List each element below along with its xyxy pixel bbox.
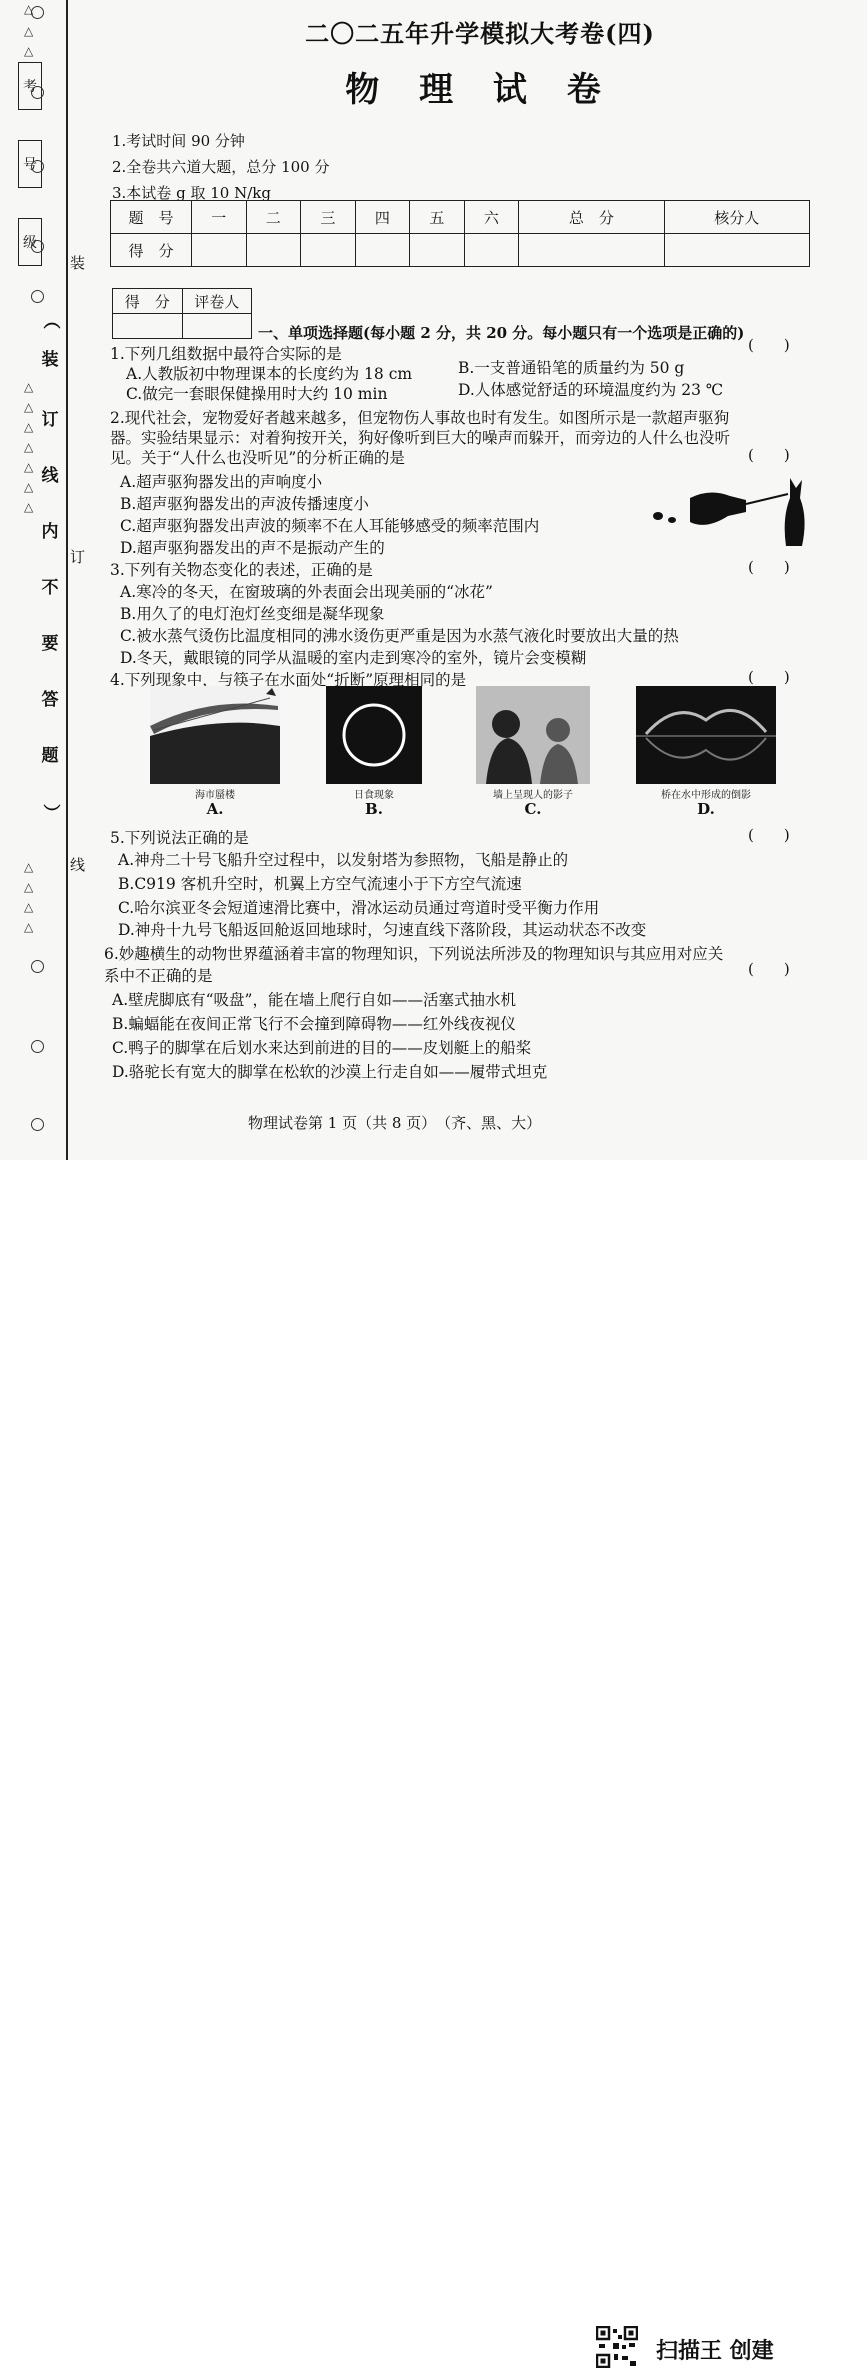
- triangle-mark: △: [24, 2, 34, 16]
- binding-char: 装: [41, 350, 59, 370]
- solar-eclipse-image: [326, 686, 422, 784]
- option-a: A.人教版初中物理课本的长度约为 18 cm: [126, 365, 413, 383]
- triangle-mark: △: [24, 880, 34, 894]
- option-d: D.神舟十九号飞船返回舱返回地球时，匀速直线下落阶段，其运动状态不改变: [118, 921, 647, 939]
- option-letter: C.: [524, 800, 542, 818]
- option-b: B.蝙蝠能在夜间正常飞行不会撞到障碍物——红外线夜视仪: [112, 1015, 516, 1033]
- score-table-score-row: [111, 234, 810, 267]
- answer-paren[interactable]: ( ): [748, 336, 790, 354]
- option-a: A.壁虎脚底有“吸盘”，能在墙上爬行自如——活塞式抽水机: [112, 991, 516, 1009]
- question-stem: 6.妙趣横生的动物世界蕴涵着丰富的物理知识，下列说法所涉及的物理知识与其应用对应关: [104, 945, 724, 963]
- score-row-label: 得 分: [111, 234, 192, 267]
- hole-circle: [31, 290, 44, 303]
- hole-circle: [31, 160, 44, 173]
- qr-code-icon: [596, 2326, 638, 2368]
- binding-char: 内: [41, 522, 59, 542]
- page-footer: 物理试卷第 1 页（共 8 页） （齐、黑、大）: [248, 1114, 542, 1132]
- option-b: B.超声驱狗器发出的声波传播速度小: [120, 495, 369, 513]
- triangle-mark: △: [24, 440, 34, 454]
- exam-note: 3.本试卷 g 取 10 N/kg: [112, 184, 271, 202]
- score-cell[interactable]: [246, 234, 301, 267]
- answer-paren[interactable]: ( ): [748, 446, 790, 464]
- answer-paren[interactable]: ( ): [748, 826, 790, 844]
- dog-repeller-illustration: [650, 468, 810, 548]
- triangle-mark: △: [24, 920, 34, 934]
- binding-paren: ︶: [43, 804, 61, 824]
- binding-label: 考: [18, 62, 42, 110]
- question-stem: 见。关于“人什么也没听见”的分析正确的是: [110, 449, 405, 467]
- score-header-cell: 总 分: [519, 201, 664, 234]
- exam-subtitle: 物 理 试 卷: [345, 70, 615, 110]
- option-d: D.骆驼长有宽大的脚掌在松软的沙漠上行走自如——履带式坦克: [112, 1063, 548, 1081]
- binding-char: 题: [41, 746, 59, 766]
- triangle-mark: △: [24, 460, 34, 474]
- option-d: D.人体感觉舒适的环境温度约为 23 ℃: [458, 381, 724, 399]
- score-cell[interactable]: [192, 234, 247, 267]
- option-a: A.寒冷的冬天，在窗玻璃的外表面会出现美丽的“冰花”: [120, 583, 493, 601]
- question-stem: 1.下列几组数据中最符合实际的是: [110, 345, 342, 363]
- score-header-cell: 五: [410, 201, 465, 234]
- binding-char: 订: [41, 410, 59, 430]
- triangle-mark: △: [24, 860, 34, 874]
- option-c: C.超声驱狗器发出声波的频率不在人耳能够感受的频率范围内: [120, 517, 540, 535]
- hole-circle: [31, 6, 44, 19]
- question-stem: 3.下列有关物态变化的表述，正确的是: [110, 561, 373, 579]
- binding-label: 号: [18, 140, 42, 188]
- image-caption: 海市蜃楼: [195, 790, 235, 801]
- answer-paren[interactable]: ( ): [748, 960, 790, 978]
- option-d: D.冬天，戴眼镜的同学从温暖的室内走到寒冷的室外，镜片会变模糊: [120, 649, 587, 667]
- shadow-image: [476, 686, 590, 784]
- score-cell[interactable]: [519, 234, 664, 267]
- question-stem: 器。实验结果显示：对着狗按开关，狗好像听到巨大的噪声而躲开，而旁边的人什么也没听: [110, 429, 731, 447]
- inner-binding-char: 装: [70, 254, 86, 272]
- option-d: D.超声驱狗器发出的声不是振动产生的: [120, 539, 385, 557]
- inner-binding-char: 订: [70, 548, 86, 566]
- inner-binding-char: 线: [70, 856, 86, 874]
- binding-paren: ︵: [43, 312, 61, 332]
- hole-circle: [31, 240, 44, 253]
- score-table: [110, 200, 810, 267]
- score-header-cell: 六: [464, 201, 519, 234]
- grader-cell-score: 得 分: [113, 289, 183, 314]
- option-letter: B.: [365, 800, 383, 818]
- binding-char: 不: [41, 578, 59, 598]
- triangle-mark: △: [24, 44, 34, 58]
- option-c: C.鸭子的脚掌在后划水来达到前进的目的——皮划艇上的船桨: [112, 1039, 532, 1057]
- scanner-watermark-bar: [0, 1160, 867, 2364]
- score-table-header-row: [111, 201, 810, 234]
- score-cell[interactable]: [464, 234, 519, 267]
- option-letter: A.: [206, 800, 224, 818]
- binding-char: 答: [41, 690, 59, 710]
- hole-circle: [31, 1040, 44, 1053]
- hole-circle: [31, 960, 44, 973]
- option-c: C.做完一套眼保健操用时大约 10 min: [126, 385, 388, 403]
- question-stem: 4.下列现象中，与筷子在水面处“折断”原理相同的是: [110, 671, 467, 689]
- exam-title: 二〇二五年升学模拟大考卷(四): [305, 19, 655, 48]
- score-cell[interactable]: [410, 234, 465, 267]
- triangle-mark: △: [24, 420, 34, 434]
- option-letter: D.: [697, 800, 715, 818]
- binding-margin: [0, 0, 72, 1160]
- mirage-image: [150, 686, 280, 784]
- score-cell[interactable]: [355, 234, 410, 267]
- option-b: B.C919 客机升空时，机翼上方空气流速小于下方空气流速: [118, 875, 522, 893]
- triangle-mark: △: [24, 500, 34, 514]
- score-header-cell: 二: [246, 201, 301, 234]
- question-stem: 5.下列说法正确的是: [110, 829, 249, 847]
- hole-circle: [31, 1118, 44, 1131]
- answer-paren[interactable]: ( ): [748, 558, 790, 576]
- option-c: C.哈尔滨亚冬会短道速滑比赛中，滑冰运动员通过弯道时受平衡力作用: [118, 899, 600, 917]
- option-a: A.超声驱狗器发出的声响度小: [120, 473, 323, 491]
- image-caption: 桥在水中形成的倒影: [661, 790, 751, 801]
- score-header-cell: 四: [355, 201, 410, 234]
- triangle-mark: △: [24, 900, 34, 914]
- bridge-reflection-image: [636, 686, 776, 784]
- binding-line: [66, 0, 68, 1160]
- score-cell[interactable]: [664, 234, 809, 267]
- answer-paren[interactable]: ( ): [748, 668, 790, 686]
- score-header-cell: 核分人: [664, 201, 809, 234]
- score-header-cell: 三: [301, 201, 356, 234]
- image-caption: 墙上呈现人的影子: [493, 790, 573, 801]
- triangle-mark: △: [24, 400, 34, 414]
- score-header-cell: 题 号: [111, 201, 192, 234]
- question-stem: 2.现代社会，宠物爱好者越来越多，但宠物伤人事故也时有发生。如图所示是一款超声驱狗: [110, 409, 730, 427]
- question-stem: 系中不正确的是: [104, 967, 213, 985]
- option-b: B.用久了的电灯泡灯丝变细是凝华现象: [120, 605, 385, 623]
- binding-label: 级: [18, 218, 42, 266]
- triangle-mark: △: [24, 480, 34, 494]
- exam-note: 2.全卷共六道大题，总分 100 分: [112, 158, 330, 176]
- triangle-mark: △: [24, 380, 34, 394]
- exam-note: 1.考试时间 90 分钟: [112, 132, 245, 150]
- triangle-mark: △: [24, 24, 34, 38]
- scanner-brand: 扫描王 创建: [656, 2339, 774, 2364]
- hole-circle: [31, 86, 44, 99]
- grader-cell-grader: 评卷人: [182, 289, 252, 314]
- option-c: C.被水蒸气烫伤比温度相同的沸水烫伤更严重是因为水蒸气液化时要放出大量的热: [120, 627, 679, 645]
- grader-input-cell[interactable]: [182, 314, 252, 339]
- grader-input-cell[interactable]: [113, 314, 183, 339]
- score-cell[interactable]: [301, 234, 356, 267]
- section-heading: 一、单项选择题(每小题 2 分，共 20 分。每小题只有一个选项是正确的): [258, 324, 745, 342]
- binding-char: 线: [41, 466, 59, 486]
- image-caption: 日食现象: [354, 790, 394, 801]
- option-a: A.神舟二十号飞船升空过程中，以发射塔为参照物，飞船是静止的: [118, 851, 569, 869]
- score-header-cell: 一: [192, 201, 247, 234]
- option-b: B.一支普通铅笔的质量约为 50 g: [458, 359, 685, 377]
- grader-table: [112, 288, 252, 339]
- binding-char: 要: [41, 634, 59, 654]
